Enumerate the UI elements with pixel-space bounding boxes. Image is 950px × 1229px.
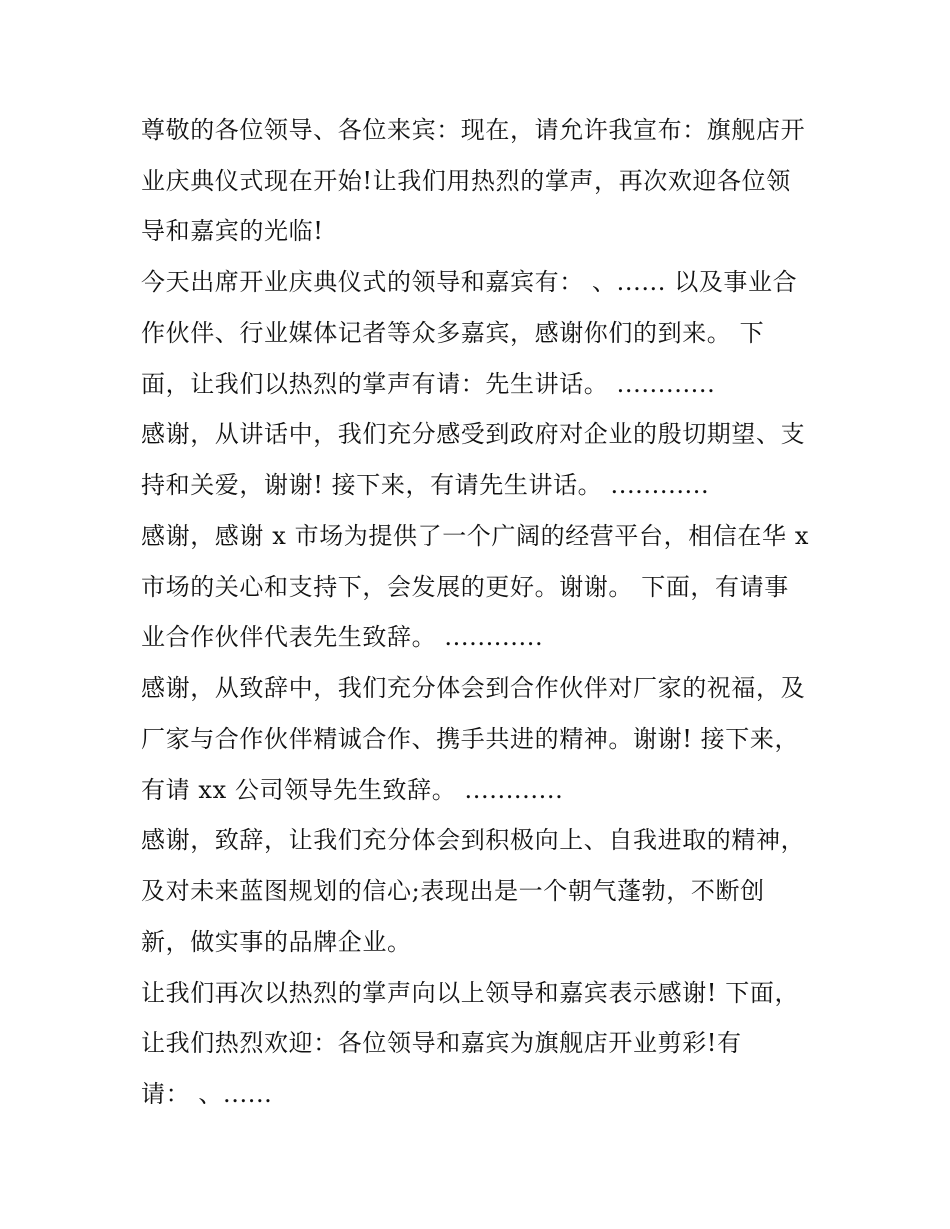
text-line-11: 业合作伙伴代表先生致辞。 ............ [141,623,544,651]
text-line-4: 今天出席开业庆典仪式的领导和嘉宾有： 、...... 以及事业合 [141,268,798,296]
text-line-3: 导和嘉宾的光临! [141,217,324,245]
text-line-16: 及对未来蓝图规划的信心;表现出是一个朝气蓬勃，不断创 [141,877,765,905]
text-line-1: 尊敬的各位领导、各位来宾：现在，请允许我宣布：旗舰店开 [141,116,806,144]
text-line-20: 请： 、...... [141,1080,273,1108]
text-line-2: 业庆典仪式现在开始!让我们用热烈的掌声，再次欢迎各位领 [141,167,791,195]
text-line-14: 有请 xx 公司领导先生致辞。 ............ [141,776,564,804]
text-line-17: 新，做实事的品牌企业。 [141,928,412,956]
text-line-13: 厂家与合作伙伴精诚合作、携手共进的精神。谢谢! 接下来， [141,725,800,753]
text-line-9: 感谢，感谢 x 市场为提供了一个广阔的经营平台，相信在华 x [141,522,809,550]
text-line-8: 持和关爱，谢谢! 接下来，有请先生讲话。 ............ [141,471,710,499]
text-line-12: 感谢，从致辞中，我们充分体会到合作伙伴对厂家的祝福，及 [141,674,806,702]
text-line-15: 感谢，致辞，让我们充分体会到积极向上、自我进取的精神， [141,826,806,854]
text-line-18: 让我们再次以热烈的掌声向以上领导和嘉宾表示感谢! 下面， [141,979,800,1007]
text-line-19: 让我们热烈欢迎：各位领导和嘉宾为旗舰店开业剪彩!有 [141,1029,742,1057]
text-line-10: 市场的关心和支持下，会发展的更好。谢谢。 下面，有请事 [141,573,789,601]
text-line-6: 面，让我们以热烈的掌声有请：先生讲话。 ............ [141,370,716,398]
text-line-5: 作伙伴、行业媒体记者等众多嘉宾，感谢你们的到来。 下 [141,319,765,347]
text-line-7: 感谢，从讲话中，我们充分感受到政府对企业的殷切期望、支 [141,420,806,448]
